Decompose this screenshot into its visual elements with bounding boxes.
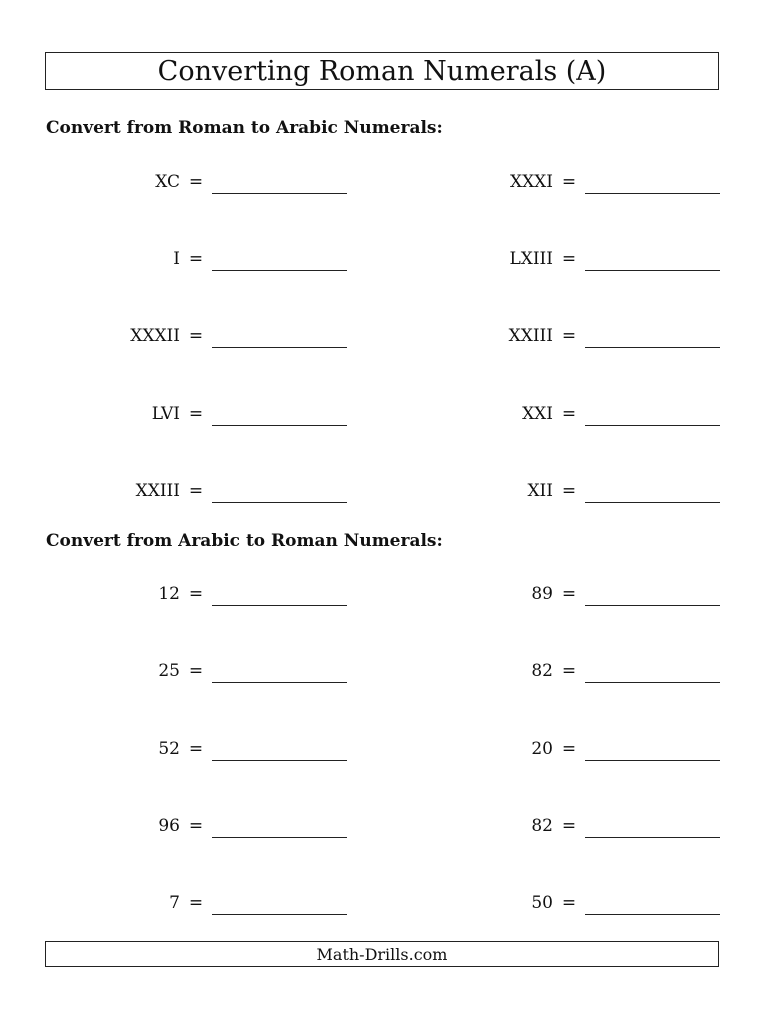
section-heading-roman-to-arabic: Convert from Roman to Arabic Numerals: xyxy=(46,118,443,138)
equals-sign: = xyxy=(561,172,577,192)
problem-row xyxy=(443,400,720,426)
equals-sign: = xyxy=(188,739,204,759)
problem-numeral: XXXI xyxy=(509,172,553,192)
footer-credit: Math-Drills.com xyxy=(45,941,719,967)
answer-blank[interactable] xyxy=(212,681,347,683)
answer-blank[interactable] xyxy=(585,269,720,271)
equals-sign: = xyxy=(188,326,204,346)
problem-numeral: 25 xyxy=(158,661,180,681)
problem-numeral: LXIII xyxy=(509,249,553,269)
equals-sign: = xyxy=(561,584,577,604)
equals-sign: = xyxy=(561,739,577,759)
problem-row xyxy=(70,477,347,503)
equals-sign: = xyxy=(188,893,204,913)
problem-row xyxy=(70,889,347,915)
answer-blank[interactable] xyxy=(585,836,720,838)
answer-blank[interactable] xyxy=(212,759,347,761)
answer-blank[interactable] xyxy=(212,836,347,838)
answer-blank[interactable] xyxy=(212,604,347,606)
equals-sign: = xyxy=(561,661,577,681)
equals-sign: = xyxy=(561,816,577,836)
problem-numeral: 52 xyxy=(158,739,180,759)
problem-row xyxy=(70,657,347,683)
problem-row xyxy=(70,168,347,194)
equals-sign: = xyxy=(561,893,577,913)
problem-row xyxy=(443,580,720,606)
problem-numeral: 50 xyxy=(531,893,553,913)
problem-row xyxy=(70,400,347,426)
problem-numeral: 20 xyxy=(531,739,553,759)
answer-blank[interactable] xyxy=(585,759,720,761)
problem-numeral: 82 xyxy=(531,816,553,836)
problem-numeral: 96 xyxy=(158,816,180,836)
problem-numeral: XXXII xyxy=(130,326,180,346)
answer-blank[interactable] xyxy=(585,501,720,503)
answer-blank[interactable] xyxy=(212,913,347,915)
problem-row xyxy=(443,168,720,194)
equals-sign: = xyxy=(188,404,204,424)
problem-row xyxy=(443,889,720,915)
problem-numeral: 12 xyxy=(158,584,180,604)
equals-sign: = xyxy=(188,661,204,681)
equals-sign: = xyxy=(188,172,204,192)
problem-numeral: 82 xyxy=(531,661,553,681)
equals-sign: = xyxy=(561,326,577,346)
problem-row xyxy=(443,245,720,271)
answer-blank[interactable] xyxy=(212,501,347,503)
answer-blank[interactable] xyxy=(585,913,720,915)
problem-numeral: XXIII xyxy=(135,481,180,501)
problem-numeral: XXI xyxy=(522,404,553,424)
problem-row xyxy=(443,477,720,503)
equals-sign: = xyxy=(561,249,577,269)
answer-blank[interactable] xyxy=(212,192,347,194)
answer-blank[interactable] xyxy=(212,269,347,271)
problem-numeral: 89 xyxy=(531,584,553,604)
answer-blank[interactable] xyxy=(212,346,347,348)
problem-row xyxy=(70,245,347,271)
problem-row xyxy=(70,735,347,761)
equals-sign: = xyxy=(561,481,577,501)
problem-row xyxy=(443,812,720,838)
problem-row xyxy=(70,322,347,348)
problem-numeral: XC xyxy=(155,172,180,192)
equals-sign: = xyxy=(188,584,204,604)
problem-numeral: LVI xyxy=(151,404,180,424)
equals-sign: = xyxy=(188,481,204,501)
problem-row xyxy=(70,580,347,606)
problem-row xyxy=(443,322,720,348)
problem-numeral: I xyxy=(173,249,180,269)
section-heading-arabic-to-roman: Convert from Arabic to Roman Numerals: xyxy=(46,531,443,551)
problem-row xyxy=(443,657,720,683)
problem-row xyxy=(70,812,347,838)
equals-sign: = xyxy=(561,404,577,424)
answer-blank[interactable] xyxy=(585,604,720,606)
problem-row xyxy=(443,735,720,761)
answer-blank[interactable] xyxy=(585,192,720,194)
equals-sign: = xyxy=(188,816,204,836)
answer-blank[interactable] xyxy=(585,424,720,426)
answer-blank[interactable] xyxy=(212,424,347,426)
answer-blank[interactable] xyxy=(585,681,720,683)
problem-numeral: XII xyxy=(527,481,553,501)
equals-sign: = xyxy=(188,249,204,269)
worksheet-title: Converting Roman Numerals (A) xyxy=(45,52,719,90)
answer-blank[interactable] xyxy=(585,346,720,348)
problem-numeral: 7 xyxy=(169,893,180,913)
problem-numeral: XXIII xyxy=(508,326,553,346)
